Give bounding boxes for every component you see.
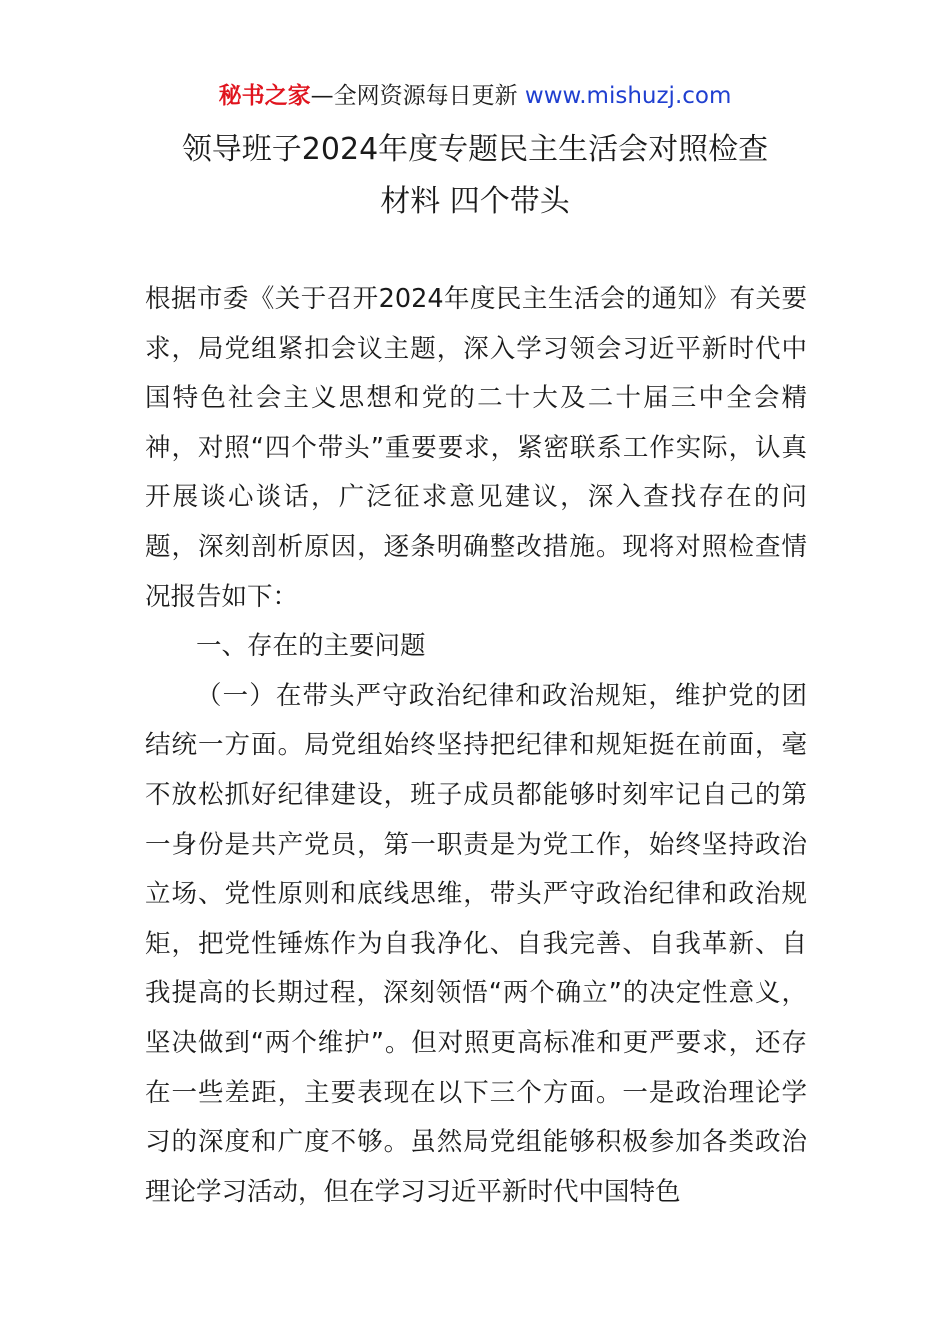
body-paragraph: （一）在带头严守政治纪律和政治规矩，维护党的团结统一方面。局党组始终坚持把纪律和规矩挺在前面，毫不放松抓好纪律建设，班子成员都能够时刻牢记自己的第一身份是共产党员，第一职责是为党工作，始终坚持政治立场、党性原则和底线思维，带头严守政治纪律和政治规矩，把党性锤炼作为自我净化、自我完善、自我革新、自我提高的长期过程，深刻领悟“两个确立”的决定性意义，坚决做到“两个维护”。但对照更高标准和更严要求，还存在一些差距，主要表现在以下三个方面。一是政治理论学习的深度和广度不够。虽然局党组能够积极参加各类政治理论学习活动，但在学习习近平新时代中国特色 <box>145 680 807 1207</box>
document-body <box>145 275 807 1217</box>
website-link[interactable]: www.mishuzj.com <box>524 83 732 109</box>
watermark-header <box>0 80 950 112</box>
document-title <box>0 124 950 228</box>
header-tagline: —全网资源每日更新 <box>310 83 525 109</box>
intro-paragraph: 根据市委《关于召开2024年度民主生活会的通知》有关要求，局党组紧扣会议主题，深入学习领会习近平新时代中国特色社会主义思想和党的二十大及二十届三中全会精神，对照“四个带头”重要要求，紧密联系工作实际，认真开展谈心谈话，广泛征求意见建议，深入查找存在的问题，深刻剖析原因，逐条明确整改措施。现将对照检查情况报告如下： <box>145 284 807 612</box>
section-heading: 一、存在的主要问题 <box>196 631 426 662</box>
brand-name: 秘书之家 <box>218 83 311 109</box>
title-line-2: 材料 四个带头 <box>380 184 570 219</box>
title-line-1: 领导班子2024年度专题民主生活会对照检查 <box>181 132 769 167</box>
